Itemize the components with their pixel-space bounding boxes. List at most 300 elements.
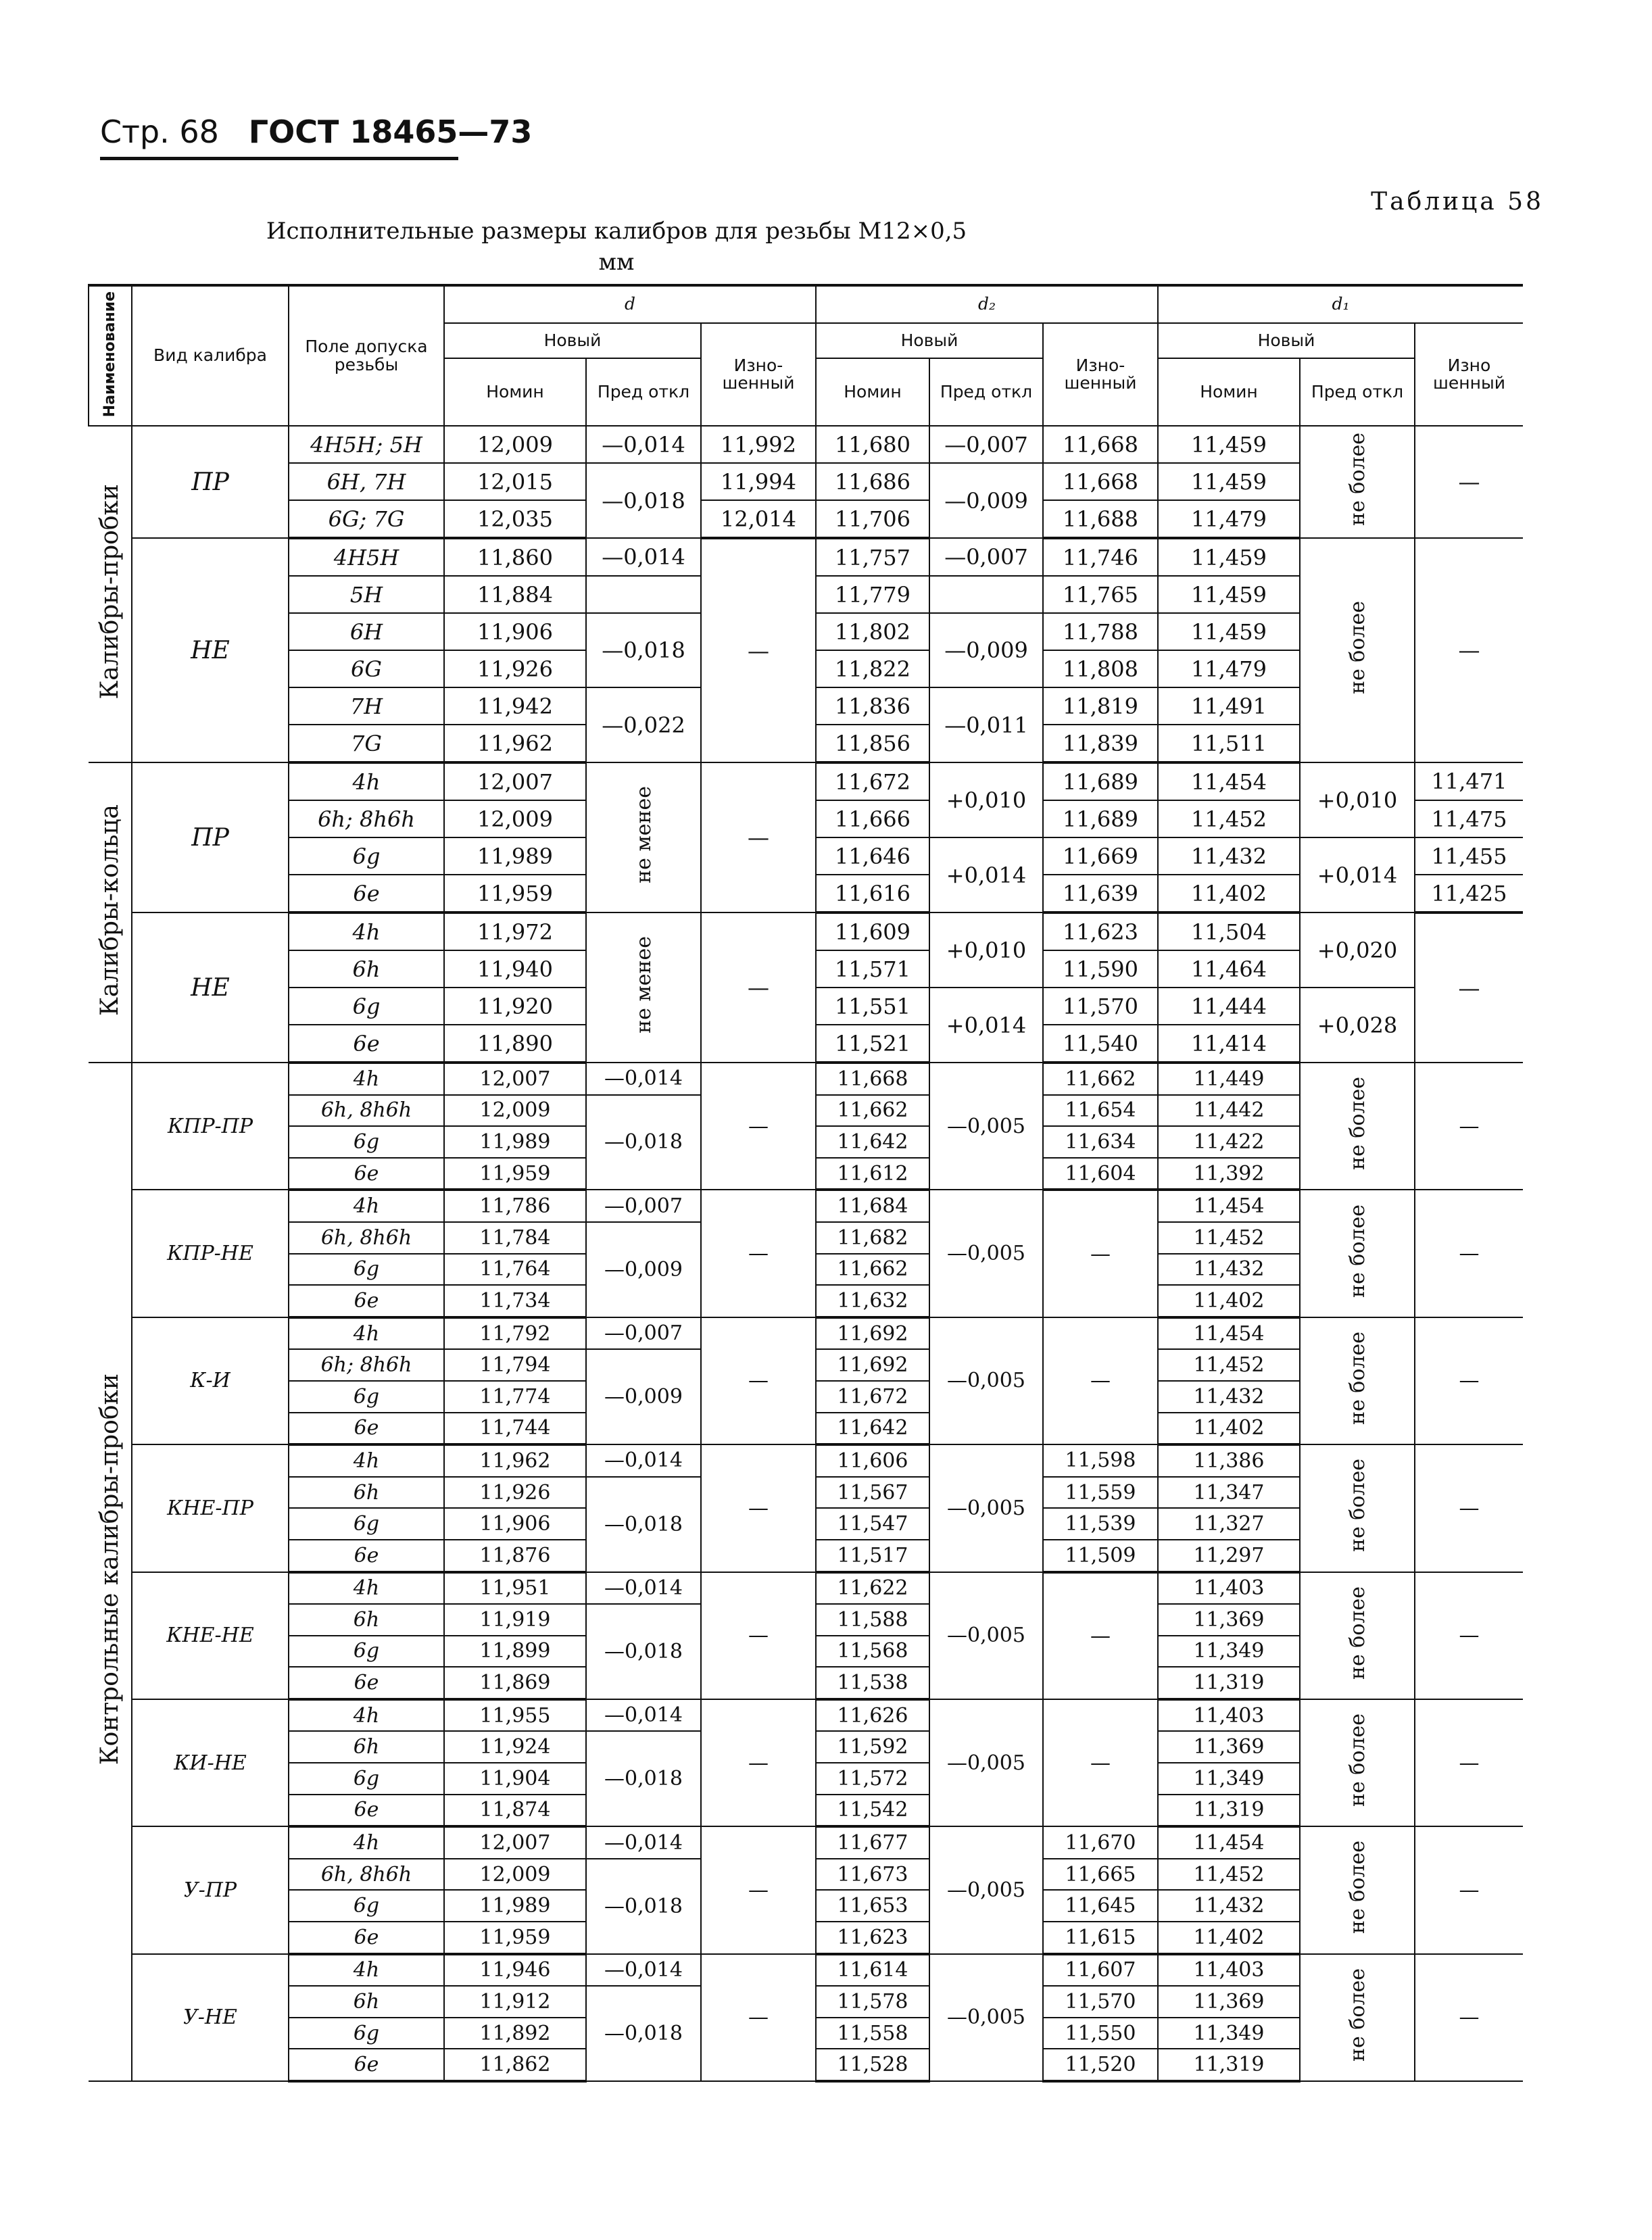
d-nominal: 11,989 [444, 1126, 586, 1158]
d-worn: 11,992 [701, 426, 816, 463]
tolerance-field: 4h [289, 1063, 444, 1095]
d1-nominal: 11,479 [1158, 500, 1300, 538]
d1-worn: 11,455 [1415, 837, 1523, 875]
d1-deviation: +0,010 [1300, 762, 1415, 837]
col-d1-header: d₁ [1158, 285, 1523, 323]
d1-note [1300, 538, 1415, 762]
table-row [89, 538, 1523, 576]
d1-nominal: 11,491 [1158, 687, 1300, 725]
d2-deviation: —0,007 [929, 426, 1043, 463]
tolerance-field: 6g [289, 1763, 444, 1795]
d1-nominal: 11,402 [1158, 1285, 1300, 1317]
d2-nominal: 11,547 [816, 1508, 929, 1540]
d1-note [1300, 1826, 1415, 1953]
d-deviation: —0,018 [586, 1859, 701, 1954]
d-nominal: 12,009 [444, 800, 586, 837]
tolerance-field: 6h, 8h6h [289, 1859, 444, 1891]
d1-nominal: 11,369 [1158, 1731, 1300, 1763]
d-nominal: 12,009 [444, 1859, 586, 1891]
tolerance-field: 6e [289, 1540, 444, 1572]
d2-worn: 11,668 [1043, 426, 1158, 463]
d2-nominal: 11,662 [816, 1254, 929, 1286]
d-nominal: 11,926 [444, 1477, 586, 1509]
d1-note [1300, 1572, 1415, 1699]
d2-nominal: 11,616 [816, 875, 929, 912]
vertical-note: не более [1345, 1077, 1369, 1171]
vertical-note: Контрольные калибры-пробки [96, 1373, 124, 1766]
d1-new-header: Новый [1158, 323, 1415, 358]
d2-nominal: 11,642 [816, 1413, 929, 1445]
d-nominal: 11,906 [444, 1508, 586, 1540]
d-deviation: —0,014 [586, 1954, 701, 1987]
d2-worn: 11,623 [1043, 912, 1158, 950]
d-nominal: 12,015 [444, 463, 586, 500]
table-caption: Исполнительные размеры калибров для резьбы М12×0,5 [266, 218, 967, 245]
d2-nominal: 11,684 [816, 1190, 929, 1222]
d-deviation: —0,007 [586, 1190, 701, 1222]
d-nominal: 12,007 [444, 762, 586, 800]
tolerance-field: 6h; 8h6h [289, 1349, 444, 1381]
d2-nominal: 11,612 [816, 1158, 929, 1190]
gauge-kind: КИ-НЕ [132, 1699, 289, 1826]
d1-nominal: 11,452 [1158, 1349, 1300, 1381]
d2-worn: 11,654 [1043, 1095, 1158, 1127]
d1-nominal: 11,432 [1158, 1381, 1300, 1413]
d1-nominal: 11,369 [1158, 1986, 1300, 2018]
d2-nominal: 11,578 [816, 1986, 929, 2018]
col-d2-header: d₂ [816, 285, 1158, 323]
tolerance-field: 7H [289, 687, 444, 725]
d2-worn: 11,819 [1043, 687, 1158, 725]
tolerance-field: 5H [289, 576, 444, 613]
d2-worn: 11,839 [1043, 725, 1158, 762]
d1-worn: 11,475 [1415, 800, 1523, 837]
d2-worn: 11,665 [1043, 1859, 1158, 1891]
tolerance-field: 4h [289, 762, 444, 800]
col-kind-header: Вид калибра [132, 285, 289, 426]
d2-worn: 11,598 [1043, 1444, 1158, 1477]
d2-worn: 11,689 [1043, 800, 1158, 837]
d-nominal: 11,869 [444, 1667, 586, 1699]
d1-nominal: 11,459 [1158, 538, 1300, 576]
d-nominal: 11,962 [444, 725, 586, 762]
d2-nominal: 11,588 [816, 1604, 929, 1636]
d-nominal: 11,876 [444, 1540, 586, 1572]
d-note [586, 912, 701, 1063]
d-nominal: 12,009 [444, 426, 586, 463]
d-nominal: 11,786 [444, 1190, 586, 1222]
gauge-kind: КПР-НЕ [132, 1190, 289, 1317]
d-deviation: —0,018 [586, 1095, 701, 1190]
d2-nominal: 11,692 [816, 1317, 929, 1350]
d2-nominal: 11,623 [816, 1922, 929, 1954]
d1-worn: — [1415, 1954, 1523, 2081]
tolerance-field: 6G [289, 650, 444, 687]
d2-nominal: 11,779 [816, 576, 929, 613]
tolerance-field: 6g [289, 1126, 444, 1158]
d2-worn: 11,540 [1043, 1025, 1158, 1063]
d-nominal: 11,972 [444, 912, 586, 950]
d-dev-header: Пред откл [586, 358, 701, 426]
d-nominal: 11,989 [444, 1890, 586, 1922]
d1-nominal: 11,319 [1158, 1795, 1300, 1827]
d2-deviation: —0,009 [929, 463, 1043, 538]
d2-nominal: 11,521 [816, 1025, 929, 1063]
d1-worn: — [1415, 1190, 1523, 1317]
d-nominal: 11,942 [444, 687, 586, 725]
d2-nominal: 11,802 [816, 613, 929, 650]
gauge-kind: У-НЕ [132, 1954, 289, 2081]
d-nominal: 11,920 [444, 988, 586, 1025]
d2-worn: 11,604 [1043, 1158, 1158, 1190]
vertical-note: не более [1345, 1968, 1369, 2062]
d-nominal: 12,035 [444, 500, 586, 538]
table-row [89, 1444, 1523, 1477]
d-nominal: 11,794 [444, 1349, 586, 1381]
d1-worn: — [1415, 426, 1523, 538]
d1-worn: — [1415, 1063, 1523, 1190]
d1-worn: — [1415, 1444, 1523, 1572]
d-nominal: 11,955 [444, 1699, 586, 1732]
d2-worn: 11,509 [1043, 1540, 1158, 1572]
d1-note [1300, 1190, 1415, 1317]
gauge-table [88, 284, 1523, 2083]
tolerance-field: 6h [289, 1986, 444, 2018]
d1-nominal: 11,319 [1158, 2049, 1300, 2081]
d2-worn: 11,688 [1043, 500, 1158, 538]
d1-deviation: +0,014 [1300, 837, 1415, 912]
d1-nominal: 11,459 [1158, 463, 1300, 500]
tolerance-field: 4H5H [289, 538, 444, 576]
d-nominal: 11,874 [444, 1795, 586, 1827]
d2-nominal: 11,680 [816, 426, 929, 463]
d-nominal: 11,890 [444, 1025, 586, 1063]
tolerance-field: 4h [289, 1699, 444, 1732]
tolerance-field: 6g [289, 837, 444, 875]
d2-nominal-header: Номин [816, 358, 929, 426]
d2-worn: 11,662 [1043, 1063, 1158, 1095]
d1-worn: — [1415, 1572, 1523, 1699]
d2-nominal: 11,822 [816, 650, 929, 687]
d1-nominal: 11,459 [1158, 576, 1300, 613]
tolerance-field: 6g [289, 1254, 444, 1286]
d-nominal: 11,774 [444, 1381, 586, 1413]
d1-deviation: +0,028 [1300, 988, 1415, 1063]
d1-nominal: 11,454 [1158, 1826, 1300, 1859]
d-nominal: 11,926 [444, 650, 586, 687]
d-deviation: —0,014 [586, 1826, 701, 1859]
d-worn: — [701, 1190, 816, 1317]
d2-worn: 11,607 [1043, 1954, 1158, 1987]
d-deviation: —0,007 [586, 1317, 701, 1350]
d-nominal: 12,007 [444, 1826, 586, 1859]
d2-nominal: 11,673 [816, 1859, 929, 1891]
d2-worn: 11,550 [1043, 2018, 1158, 2049]
d1-note [1300, 1954, 1415, 2081]
d2-deviation: +0,014 [929, 837, 1043, 912]
d-nominal: 11,924 [444, 1731, 586, 1763]
d2-nominal: 11,609 [816, 912, 929, 950]
d2-deviation: —0,011 [929, 687, 1043, 762]
page-header [100, 114, 532, 150]
d-note [586, 762, 701, 912]
d2-worn: 11,670 [1043, 1826, 1158, 1859]
d1-nominal: 11,403 [1158, 1954, 1300, 1987]
vertical-note: не более [1345, 601, 1369, 694]
table-head [89, 285, 1523, 426]
d2-nominal: 11,682 [816, 1222, 929, 1254]
d2-nominal: 11,836 [816, 687, 929, 725]
d-worn: — [701, 538, 816, 762]
d-nominal: 11,919 [444, 1604, 586, 1636]
tolerance-field: 6h, 8h6h [289, 1095, 444, 1127]
d2-nominal: 11,653 [816, 1890, 929, 1922]
d2-nominal: 11,672 [816, 1381, 929, 1413]
col-tolerance-header: Поле допуска резьбы [289, 285, 444, 426]
d-worn: — [701, 762, 816, 912]
d-deviation: —0,018 [586, 463, 701, 538]
d-new-header: Новый [444, 323, 701, 358]
d1-nominal: 11,319 [1158, 1667, 1300, 1699]
d1-nominal: 11,511 [1158, 725, 1300, 762]
d2-worn: — [1043, 1572, 1158, 1699]
d1-nominal: 11,297 [1158, 1540, 1300, 1572]
d-nominal: 11,959 [444, 1922, 586, 1954]
d-nominal: 11,899 [444, 1636, 586, 1667]
d1-nominal: 11,327 [1158, 1508, 1300, 1540]
d-nominal: 11,962 [444, 1444, 586, 1477]
d1-nominal: 11,454 [1158, 1190, 1300, 1222]
d-worn: — [701, 1954, 816, 2081]
d2-worn: 11,639 [1043, 875, 1158, 912]
d-nominal: 11,884 [444, 576, 586, 613]
d1-nominal: 11,349 [1158, 1763, 1300, 1795]
d1-nominal: 11,392 [1158, 1158, 1300, 1190]
vertical-note: не более [1345, 433, 1369, 526]
d-worn: — [701, 1699, 816, 1826]
d-nominal: 12,009 [444, 1095, 586, 1127]
d2-worn: 11,559 [1043, 1477, 1158, 1509]
d1-nominal: 11,479 [1158, 650, 1300, 687]
d1-nominal: 11,422 [1158, 1126, 1300, 1158]
d1-nominal: 11,454 [1158, 762, 1300, 800]
d2-worn: 11,689 [1043, 762, 1158, 800]
d-deviation: —0,014 [586, 1444, 701, 1477]
d-worn-header: Изно-шенный [701, 323, 816, 426]
d1-nominal: 11,452 [1158, 1222, 1300, 1254]
d-deviation: —0,018 [586, 1604, 701, 1699]
d-nominal: 11,906 [444, 613, 586, 650]
d2-worn: 11,590 [1043, 950, 1158, 988]
d-deviation [586, 576, 701, 613]
d-deviation: —0,009 [586, 1349, 701, 1444]
tolerance-field: 6H, 7H [289, 463, 444, 500]
d-nominal: 11,792 [444, 1317, 586, 1350]
d-nominal: 11,862 [444, 2049, 586, 2081]
tolerance-field: 6h, 8h6h [289, 1222, 444, 1254]
d2-nominal: 11,757 [816, 538, 929, 576]
d2-nominal: 11,614 [816, 1954, 929, 1987]
d2-nominal: 11,642 [816, 1126, 929, 1158]
d2-nominal: 11,692 [816, 1349, 929, 1381]
d1-worn: — [1415, 1317, 1523, 1444]
tolerance-field: 6e [289, 1285, 444, 1317]
vertical-note: не более [1345, 1586, 1369, 1680]
d2-deviation: +0,010 [929, 762, 1043, 837]
d2-nominal: 11,677 [816, 1826, 929, 1859]
tolerance-field: 6e [289, 1158, 444, 1190]
d-nominal: 11,892 [444, 2018, 586, 2049]
tolerance-field: 6e [289, 1667, 444, 1699]
tolerance-field: 4h [289, 1826, 444, 1859]
d2-deviation: —0,005 [929, 1954, 1043, 2081]
table-row [89, 1063, 1523, 1095]
group-label [89, 426, 132, 762]
tolerance-field: 4h [289, 1190, 444, 1222]
tolerance-field: 4h [289, 1954, 444, 1987]
group-label [89, 762, 132, 1063]
d1-note [1300, 1444, 1415, 1572]
d2-worn: 11,634 [1043, 1126, 1158, 1158]
d2-nominal: 11,856 [816, 725, 929, 762]
gauge-kind: НЕ [132, 912, 289, 1063]
gauge-kind: КНЕ-ПР [132, 1444, 289, 1572]
d-nominal: 11,959 [444, 875, 586, 912]
vertical-note: не более [1345, 1841, 1369, 1934]
d2-nominal: 11,528 [816, 2049, 929, 2081]
d2-nominal: 11,542 [816, 1795, 929, 1827]
d2-worn-header: Изно-шенный [1043, 323, 1158, 426]
tolerance-field: 6e [289, 1922, 444, 1954]
tolerance-field: 6H [289, 613, 444, 650]
d-worn: — [701, 1444, 816, 1572]
d-nominal: 11,764 [444, 1254, 586, 1286]
tolerance-field: 4h [289, 1572, 444, 1605]
d1-nominal: 11,402 [1158, 875, 1300, 912]
tolerance-field: 6g [289, 988, 444, 1025]
d-worn: 12,014 [701, 500, 816, 538]
col-name-header: Наименование [89, 285, 132, 426]
d-nominal: 11,959 [444, 1158, 586, 1190]
d1-nominal: 11,444 [1158, 988, 1300, 1025]
table-row [89, 762, 1523, 800]
table-number: Таблица 58 [1371, 188, 1544, 216]
tolerance-field: 6h [289, 1477, 444, 1509]
d-deviation: —0,018 [586, 613, 701, 687]
d2-worn: 11,645 [1043, 1890, 1158, 1922]
d2-nominal: 11,517 [816, 1540, 929, 1572]
d1-nominal: 11,432 [1158, 837, 1300, 875]
table-row [89, 1190, 1523, 1222]
group-label [89, 1063, 132, 2081]
tolerance-field: 6h [289, 1604, 444, 1636]
d2-deviation: —0,005 [929, 1190, 1043, 1317]
vertical-note: не более [1345, 1713, 1369, 1807]
d1-nominal: 11,402 [1158, 1413, 1300, 1445]
d1-nominal: 11,459 [1158, 426, 1300, 463]
d1-nominal: 11,402 [1158, 1922, 1300, 1954]
d1-nominal: 11,347 [1158, 1477, 1300, 1509]
table-row [89, 1826, 1523, 1859]
d2-worn: 11,570 [1043, 988, 1158, 1025]
gauge-kind: У-ПР [132, 1826, 289, 1953]
d2-worn: 11,746 [1043, 538, 1158, 576]
d2-worn: 11,570 [1043, 1986, 1158, 2018]
d1-nominal: 11,454 [1158, 1317, 1300, 1350]
table-row [89, 1699, 1523, 1732]
table-body-control [89, 1063, 1523, 2081]
vertical-note: не более [1345, 1331, 1369, 1425]
d2-nominal: 11,662 [816, 1095, 929, 1127]
d-deviation: —0,014 [586, 538, 701, 576]
d-worn: 11,994 [701, 463, 816, 500]
d1-nominal: 11,449 [1158, 1063, 1300, 1095]
tolerance-field: 6h [289, 1731, 444, 1763]
table-body-gauges [89, 426, 1523, 1063]
d2-deviation: —0,005 [929, 1317, 1043, 1444]
table-row [89, 912, 1523, 950]
d1-note [1300, 426, 1415, 538]
d-nominal: 11,784 [444, 1222, 586, 1254]
header-rule [100, 157, 458, 160]
table-row [89, 1317, 1523, 1350]
d2-nominal: 11,672 [816, 762, 929, 800]
d2-nominal: 11,626 [816, 1699, 929, 1732]
d1-nominal: 11,403 [1158, 1699, 1300, 1732]
vertical-note: не более [1345, 1204, 1369, 1298]
d1-nominal-header: Номин [1158, 358, 1300, 426]
d-worn: — [701, 1826, 816, 1953]
d2-nominal: 11,551 [816, 988, 929, 1025]
vertical-note: не менее [631, 936, 656, 1033]
d2-deviation: —0,009 [929, 613, 1043, 687]
d1-nominal: 11,403 [1158, 1572, 1300, 1605]
gauge-kind: ПР [132, 426, 289, 538]
d-deviation: —0,018 [586, 1986, 701, 2081]
tolerance-field: 6g [289, 2018, 444, 2049]
vertical-note: Калибры-кольца [96, 804, 124, 1016]
d2-nominal: 11,706 [816, 500, 929, 538]
d1-nominal: 11,369 [1158, 1604, 1300, 1636]
d2-deviation: +0,010 [929, 912, 1043, 988]
d1-nominal: 11,349 [1158, 2018, 1300, 2049]
d1-worn-header: Изно шенный [1415, 323, 1523, 426]
d-nominal-header: Номин [444, 358, 586, 426]
d1-nominal: 11,349 [1158, 1636, 1300, 1667]
tolerance-field: 6e [289, 1025, 444, 1063]
d1-note [1300, 1699, 1415, 1826]
d-worn: — [701, 912, 816, 1063]
d1-worn: — [1415, 1826, 1523, 1953]
d-deviation: —0,014 [586, 426, 701, 463]
d2-nominal: 11,568 [816, 1636, 929, 1667]
vertical-note: не менее [631, 786, 656, 883]
d-worn: — [701, 1317, 816, 1444]
d2-nominal: 11,686 [816, 463, 929, 500]
tolerance-field: 6G; 7G [289, 500, 444, 538]
d2-nominal: 11,571 [816, 950, 929, 988]
d1-note [1300, 1063, 1415, 1190]
tolerance-field: 4H5H; 5H [289, 426, 444, 463]
d2-worn: 11,668 [1043, 463, 1158, 500]
d-nominal: 11,744 [444, 1413, 586, 1445]
tolerance-field: 6e [289, 1413, 444, 1445]
d2-nominal: 11,668 [816, 1063, 929, 1095]
d2-worn: 11,669 [1043, 837, 1158, 875]
col-d-header: d [444, 285, 816, 323]
tolerance-field: 4h [289, 912, 444, 950]
table-row [89, 1954, 1523, 1987]
